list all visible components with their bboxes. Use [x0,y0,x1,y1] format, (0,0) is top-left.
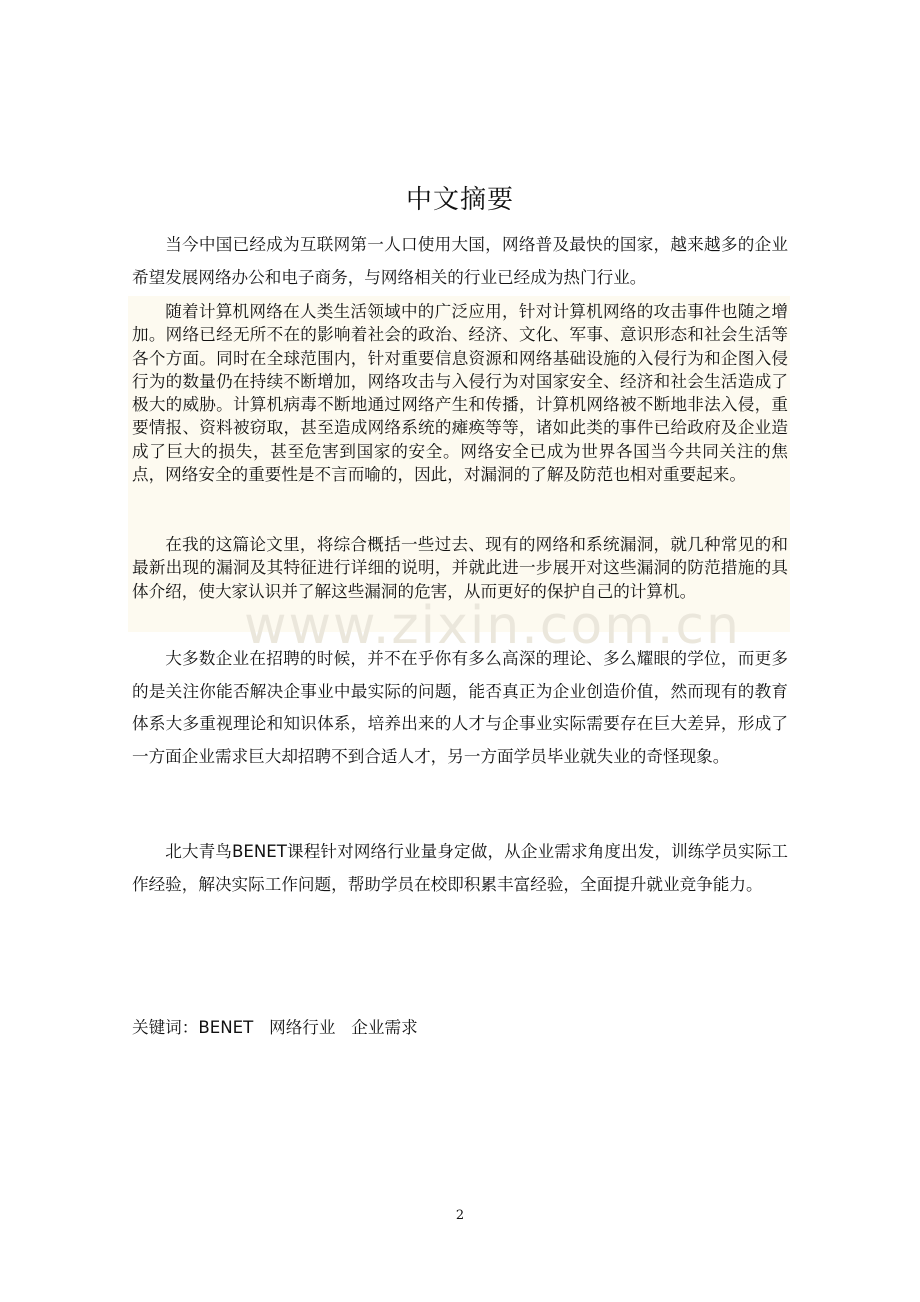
keywords-line: 关键词：BENET 网络行业 企业需求 [132,1018,418,1037]
page-number: 2 [455,1208,465,1223]
paragraph-2: 随着计算机网络在人类生活领域中的广泛应用，针对计算机网络的攻击事件也随之增加。网络已经无所不在的影响着社会的政治、经济、文化、军事、意识形态和社会生活等各个方面。同时在全球范围内，针对重要信息资源和网络基础设施的入侵行为和企图入侵行为的数量仍在持续不断增加，网络攻击与入侵行为对国家安全、经济和社会生活造成了极大的威胁。计算机病毒不断地通过网络产生和传播，计算机网络被不断地非法入侵，重要情报、资料被窃取，甚至造成网络系统的瘫痪等等，诸如此类的事件已给政府及企业造成了巨大的损失，甚至危害到国家的安全。网络安全已成为世界各国当今共同关注的焦点，网络安全的重要性是不言而喻的，因此，对漏洞的了解及防范也相对重要起来。 [132,302,788,485]
paragraph-1: 当今中国已经成为互联网第一人口使用大国，网络普及最快的国家，越来越多的企业希望发展网络办公和电子商务，与网络相关的行业已经成为热门行业。 [132,235,788,287]
watermark: www.zixin.com.cn [244,596,741,656]
paragraph-3: 在我的这篇论文里，将综合概括一些过去、现有的网络和系统漏洞，就几种常见的和最新出现的漏洞及其特征进行详细的说明，并就此进一步展开对这些漏洞的防范措施的具体介绍，使大家认识并了解这些漏洞的危害，从而更好的保护自己的计算机。 [132,535,788,601]
page-title: 中文摘要 [405,185,514,215]
paragraph-4: 大多数企业在招聘的时候，并不在乎你有多么高深的理论、多么耀眼的学位，而更多的是关注你能否解决企事业中最实际的问题，能否真正为企业创造价值，然而现有的教育体系大多重视理论和知识体系，培养出来的人才与企事业实际需要存在巨大差异，形成了一方面企业需求巨大却招聘不到合适人才，另一方面学员毕业就失业的奇怪现象。 [132,649,788,766]
paragraph-5: 北大青鸟BENET课程针对网络行业量身定做，从企业需求角度出发，训练学员实际工作经验，解决实际工作问题，帮助学员在校即积累丰富经验，全面提升就业竞争能力。 [132,842,788,894]
